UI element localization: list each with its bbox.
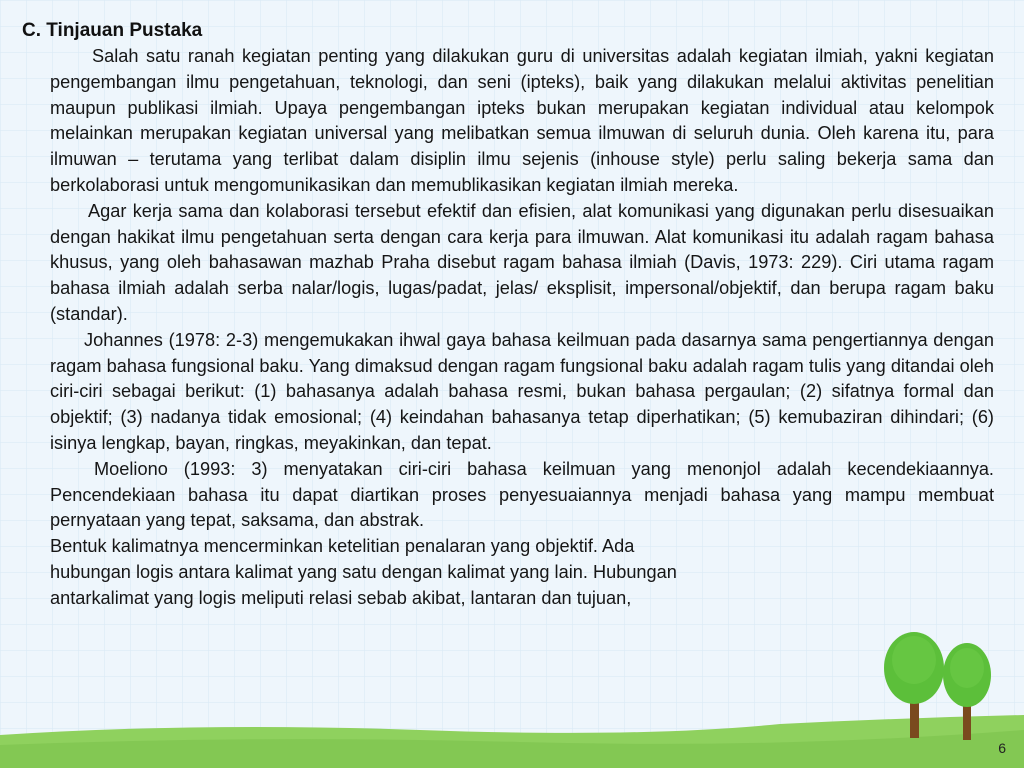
paragraph-1: Salah satu ranah kegiatan penting yang dilakukan guru di universitas adalah kegiatan ilmiah, yakni kegiatan pengembangan ilmu pengetahuan, teknologi, dan seni (ipteks), baik yang dilakukan melalui aktivitas penelitian maupun publikasi ilmiah. Upaya pengembangan ipteks bukan merupakan kegiatan individual atau kelompok melainkan merupakan kegiatan universal yang melibatkan semua ilmuwan di seluruh dunia. Oleh karena itu, para ilmuwan – terutama yang terlibat dalam disiplin ilmu sejenis (inhouse style) perlu saling bekerja sama dan berkolaborasi untuk mengomunikasikan dan memublikasikan kegiatan ilmiah mereka.	[50, 46, 994, 195]
paragraph-4: Moeliono (1993: 3) menyatakan ciri-ciri bahasa keilmuan yang menonjol adalah kecendekiaannya. Pencendekiaan bahasa itu dapat diartikan proses penyesuaiannya menjadi bahasa yang mampu membuat pernyataan yang tepat, saksama, dan abstrak.	[50, 458, 994, 531]
closing-line-1: Bentuk kalimatnya mencerminkan ketelitian penalaran yang objektif. Ada	[50, 536, 635, 557]
paragraph-3: Johannes (1978: 2-3) mengemukakan ihwal gaya bahasa keilmuan pada dasarnya sama pengertiannya dengan ragam bahasa fungsional baku. Yang dimaksud dengan ragam fungsional baku adalah ragam tulis yang ditandai oleh ciri-ciri sebagai berikut: (1) bahasanya adalah bahasa resmi, bukan bahasa pergaulan; (2) sifatnya formal dan objektif; (3) nadanya tidak emosional; (4) keindahan bahasanya tetap diperhatikan; (5) kemubaziran dihindari; (6) isinya lengkap, bayan, ringkas, meyakinkan, dan tepat.	[50, 329, 994, 453]
page-number: 6	[998, 740, 1006, 756]
paragraph-2: Agar kerja sama dan kolaborasi tersebut efektif dan efisien, alat komunikasi yang digunakan perlu disesuaikan dengan hakikat ilmu pengetahuan serta dengan cara kerja para ilmuwan. Alat komunikasi itu adalah ragam bahasa khusus, yang oleh bahasawan mazhab Praha disebut ragam bahasa ilmiah (Davis, 1973: 229). Ciri utama ragam bahasa ilmiah adalah serba nalar/logis, lugas/padat, jelas/ eksplisit, impersonal/objektif, dan berupa ragam baku (standar).	[50, 200, 994, 324]
closing-line-3: antarkalimat yang logis meliputi relasi sebab akibat, lantaran dan tujuan,	[50, 587, 632, 608]
slide-body	[50, 44, 994, 612]
closing-line-2: hubungan logis antara kalimat yang satu dengan kalimat yang lain. Hubungan	[50, 561, 677, 582]
slide-title: C. Tinjauan Pustaka	[22, 20, 203, 41]
